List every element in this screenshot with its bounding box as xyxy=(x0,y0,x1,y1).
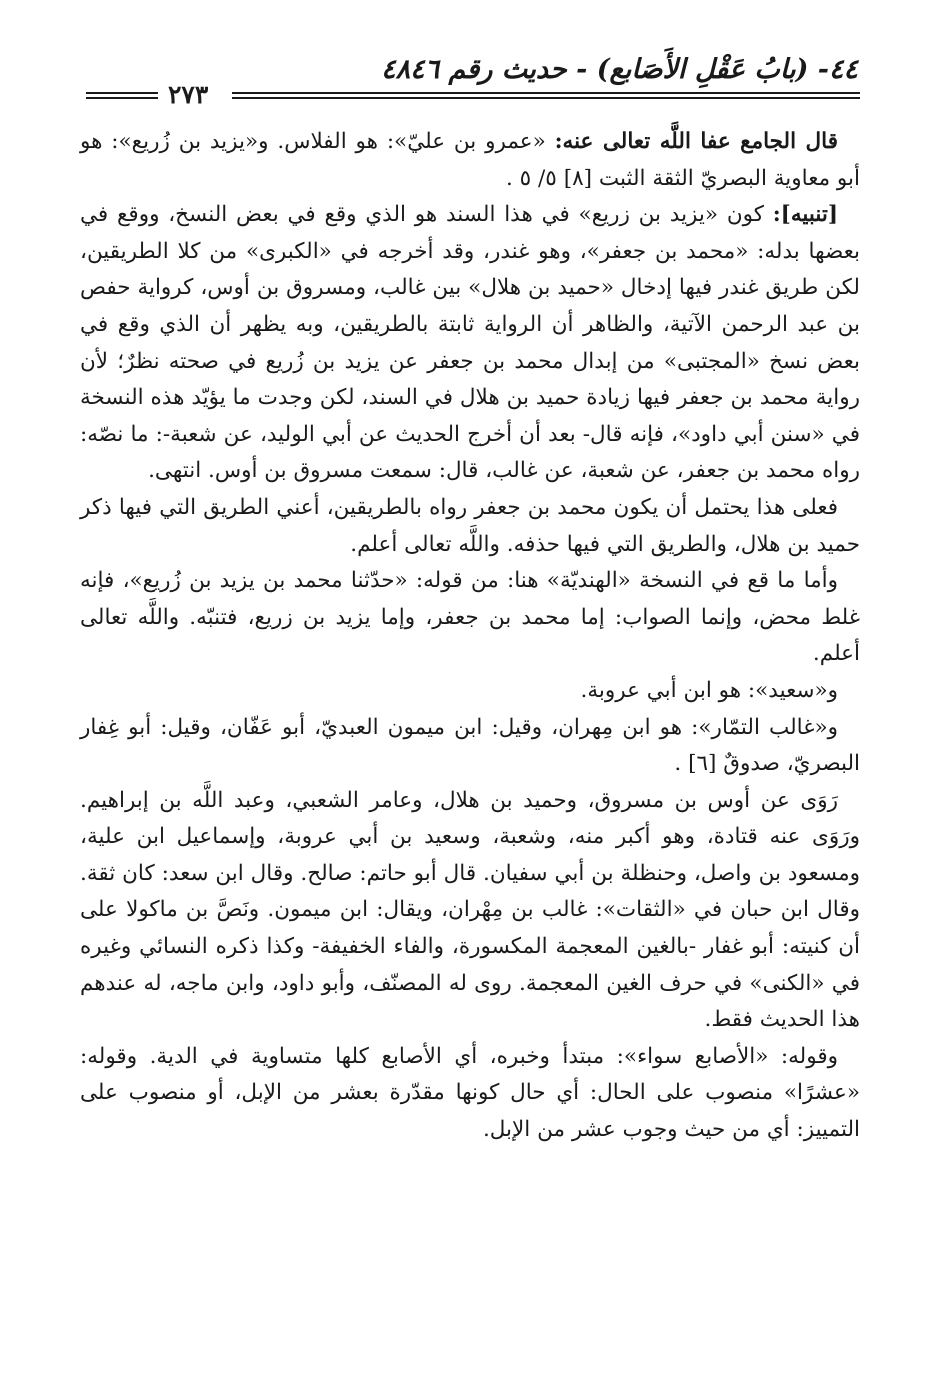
paragraph-2-text: كون «يزيد بن زريع» في هذا السند هو الذي وقع في بعض النسخ، ووقع في بعضها بدله: «محمد بن جعفر»، وهو غندر، وقد أخرجه في «الكبرى» من كلا الطريقين، لكن طريق غندر فيها إدخال «حميد بن هلال» بين غالب، ومسروق بن أوس، كرواية حفص بن عبد الرحمن الآتية، والظاهر أن الرواية ثابتة بالطريقين، وبه يظهر أن الذي وقع في بعض نسخ «المجتبى» من إبدال محمد بن جعفر عن يزيد بن زُريع في صحته نظرٌ؛ لأن رواية محمد بن جعفر فيها زيادة حميد بن هلال في السند، لكن وجدت ما يؤيّد هذه النسخة في «سنن أبي داود»، فإنه قال- بعد أن أخرج الحديث عن أبي الوليد، عن شعبة-: ما نصّه: رواه محمد بن جعفر، عن شعبة، عن غالب، قال: سمعت مسروق بن أوس. انتهى. xyxy=(80,202,861,484)
compiler-lead: قال الجامع عفا اللَّه تعالى عنه: xyxy=(554,129,838,154)
chapter-title: ٤٤- (بابُ عَقْلِ الأَصَابع) - حديث رقم ٤٨٤٦ xyxy=(381,54,858,85)
document-page xyxy=(80,48,860,1348)
paragraph-3: فعلى هذا يحتمل أن يكون محمد بن جعفر رواه بالطريقين، أعني الطريق التي فيها ذكر حميد بن هلال، والطريق التي فيها حذفه. واللَّه تعالى أعلم. xyxy=(80,494,860,557)
header-rule-right xyxy=(232,92,860,99)
header-rule-left xyxy=(86,92,158,99)
paragraph-7: رَوَى عن أوس بن مسروق، وحميد بن هلال، وعامر الشعبي، وعبد اللَّه بن إبراهيم. ورَوَى عنه قتادة، وهو أكبر منه، وشعبة، وسعيد بن أبي عروبة، وإسماعيل ابن علية، ومسعود بن واصل، وحنظلة بن أبي سفيان. قال أبو حاتم: صالح. وقال ابن سعد: كان ثقة. وقال ابن حبان في «الثقات»: غالب بن مِهْران، ويقال: ابن ميمون. ونَصَّ بن ماكولا على أن كنيته: أبو غفار -بالغين المعجمة المكسورة، والفاء الخفيفة- وكذا ذكره النسائي وغيره في «الكنى» في حرف الغين المعجمة. روى له المصنّف، وأبو داود، وابن ماجه، له عندهم هذا الحديث فقط. xyxy=(80,787,860,1033)
paragraph-2 xyxy=(80,197,860,490)
page-number: ٢٧٣ xyxy=(168,80,209,109)
note-lead: [تنبيه]: xyxy=(772,202,838,228)
page-body xyxy=(80,124,860,1149)
paragraph-5: و«سعيد»: هو ابن أبي عروبة. xyxy=(580,677,838,703)
paragraph-1 xyxy=(80,124,860,197)
paragraph-6: و«غالب التمّار»: هو ابن مِهران، وقيل: ابن ميمون العبديّ، أبو عَفّان، وقيل: أبو غِفار البصريّ، صدوقٌ [٦] . xyxy=(80,714,860,777)
page-header xyxy=(80,48,860,108)
paragraph-4: وأما ما قع في النسخة «الهنديّة» هنا: من قوله: «حدّثنا محمد بن يزيد بن زُريع»، فإنه غلط محض، وإنما الصواب: إما محمد بن جعفر، وإما يزيد بن زريع، فتنبّه. واللَّه تعالى أعلم. xyxy=(80,568,860,667)
paragraph-1-text: «عمرو بن عليّ»: هو الفلاس. و«يزيد بن زُريع»: هو أبو معاوية البصريّ الثقة الثبت [٨] ٥/ ٥ . xyxy=(80,129,860,191)
paragraph-8: وقوله: «الأصابع سواء»: مبتدأ وخبره، أي الأصابع كلها متساوية في الدية. وقوله: «عشرًا» منصوب على الحال: أي حال كونها مقدّرة بعشر من الإبل، أو منصوب على التمييز: أي من حيث وجوب عشر من الإبل. xyxy=(80,1043,860,1143)
